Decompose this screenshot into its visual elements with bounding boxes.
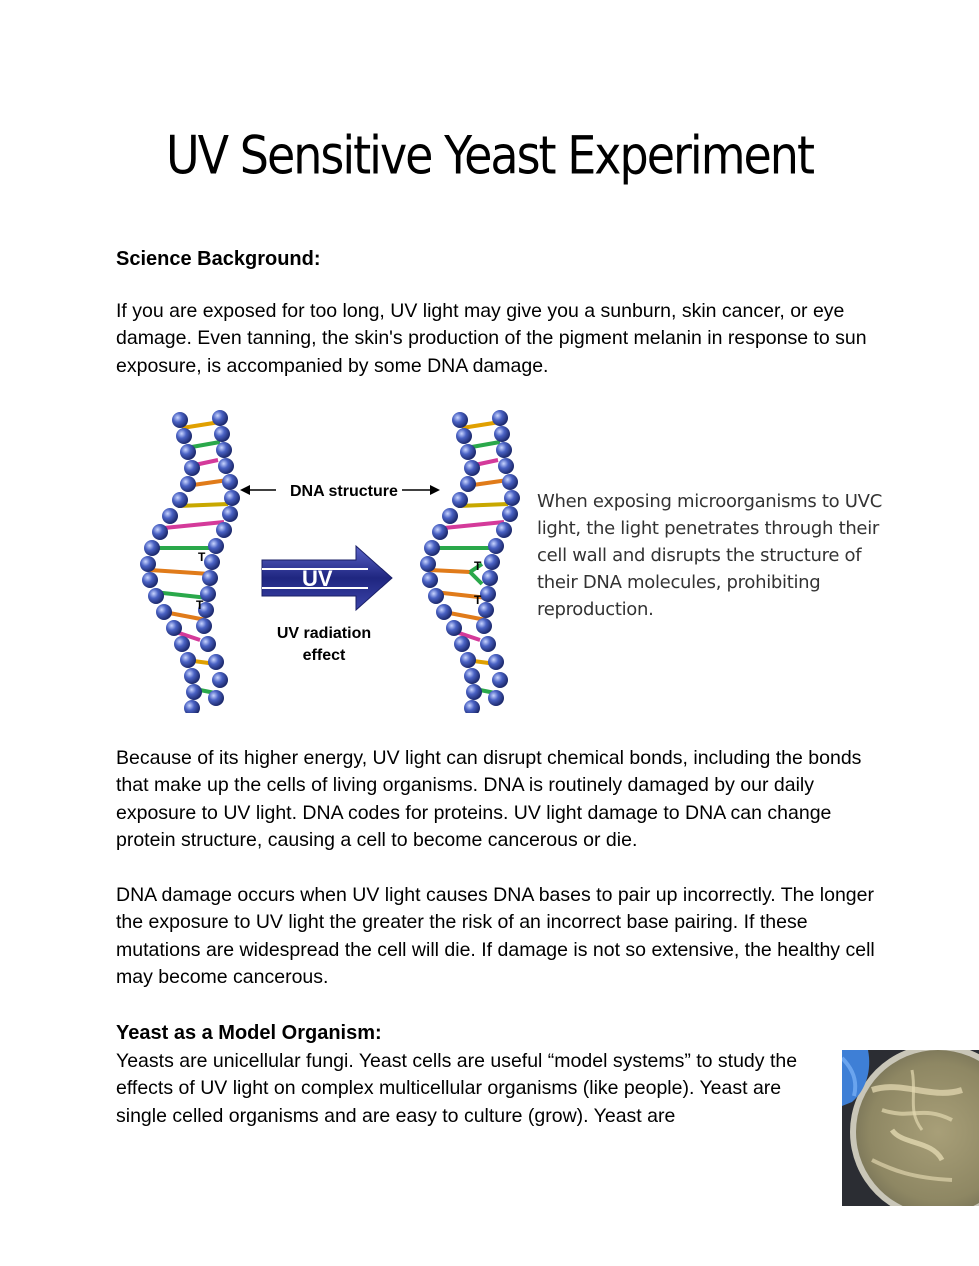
energy-paragraph: Because of its higher energy, UV light can disrupt chemical bonds, including the bonds that make up the cells of living organisms. DNA is routinely damaged by our daily exposure to UV light. DNA codes for proteins. UV light damage to DNA can change protein structure, causing a cell to become cancerous or die. [116, 747, 862, 851]
base-label-t1: T [198, 550, 206, 564]
left-dna-helix [140, 410, 240, 713]
uv-effect-label-2: effect [302, 647, 346, 664]
science-background-heading: Science Background: [116, 248, 321, 270]
dna-diagram [120, 408, 540, 713]
yeast-plate-photo [842, 1050, 979, 1206]
intro-paragraph: If you are exposed for too long, UV light may give you a sunburn, skin cancer, or eye damage. Even tanning, the skin's production of the pigment melanin in response to sun exposure, is accompanied by some DNA damage. [116, 300, 867, 377]
right-dna-helix [420, 410, 520, 713]
svg-text:DNA structure: DNA structure [290, 483, 398, 500]
dna-uv-figure [120, 408, 920, 713]
figure-caption: When exposing microorganisms to UVC light, the light penetrates through their cell wall and disrupts the structure of their DNA molecules, prohibiting reproduction. [537, 491, 882, 620]
base-label-t4: T [474, 593, 482, 607]
base-label-t3: T [474, 559, 482, 573]
uv-arrow-label: UV [302, 566, 333, 591]
uv-effect-label-1: UV radiation [276, 625, 372, 642]
page-title: UV Sensitive Yeast Experiment [165, 123, 813, 187]
dna-damage-paragraph: DNA damage occurs when UV light causes DNA bases to pair up incorrectly. The longer the exposure to UV light the greater the risk of an incorrect base pairing. If these mutations are widespread the cell will die. If damage is not so extensive, the healthy cell may become cancerous. [116, 884, 875, 988]
uv-arrow [262, 546, 392, 610]
yeast-paragraph: Yeasts are unicellular fungi. Yeast cells are useful “model systems” to study the effects of UV light on complex multicellular organisms (like people). Yeast are single celled organisms and are easy to culture (grow). Yeast are [116, 1050, 798, 1127]
dna-structure-label [240, 483, 440, 500]
yeast-model-heading: Yeast as a Model Organism: [116, 1022, 382, 1044]
base-label-t2: T [196, 598, 204, 612]
